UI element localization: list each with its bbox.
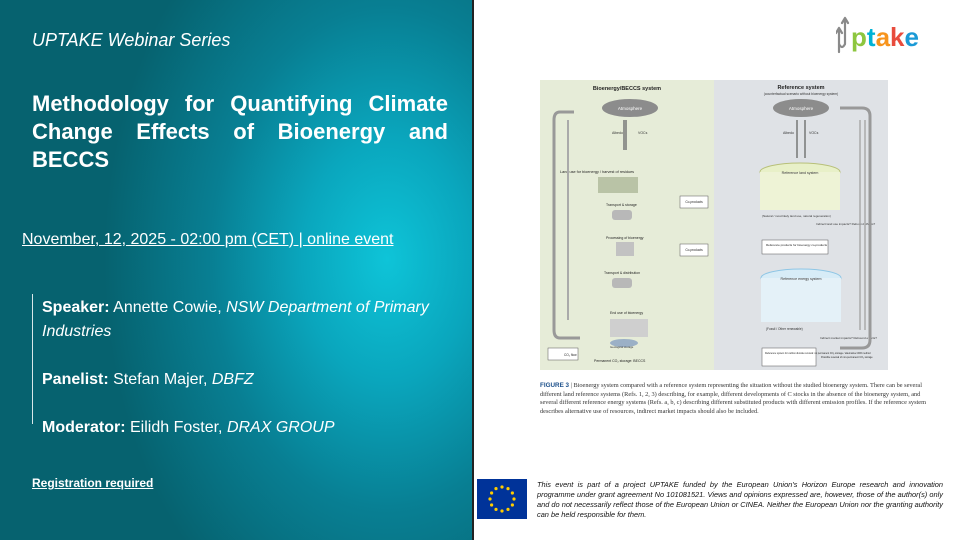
factory-icon	[616, 242, 634, 256]
logo-letter-a: a	[875, 22, 891, 52]
transport-distribution-label: Transport & distribution	[604, 271, 641, 275]
co-products-label-1: Co-products	[685, 200, 703, 204]
eu-star	[500, 509, 503, 512]
eu-star	[511, 503, 514, 506]
transport-storage-label: Transport & storage	[606, 203, 637, 207]
eu-star	[512, 497, 515, 500]
fossil-label: (Fossil / Other renewable)	[766, 327, 803, 331]
reference-energy-body	[761, 278, 841, 322]
moderator-org: DRAX GROUP	[226, 419, 335, 436]
logo-text	[851, 22, 919, 52]
logo-letter-k: k	[890, 22, 905, 52]
panelist-label: Panelist:	[42, 371, 109, 388]
eu-star	[494, 487, 497, 490]
figure-caption	[540, 382, 934, 416]
panel-divider	[472, 0, 474, 540]
land-use-icon	[598, 177, 638, 193]
co2-flow-label: CO₂ flow	[564, 353, 577, 357]
figure-left-title: Bioenergy/BECCS system	[592, 86, 662, 92]
permanent-storage-label: Permanent CO₂ storage: BECCS	[594, 359, 646, 363]
ref-products-label: Reference products for bioenergy co-products	[766, 243, 828, 247]
albedo-left: Albedo	[612, 131, 623, 135]
eu-star	[500, 485, 503, 488]
reference-energy-label: Reference energy system	[780, 277, 822, 281]
albedo-right: Albedo	[783, 131, 794, 135]
reference-land-label: Reference land system	[781, 171, 819, 175]
eu-star	[490, 491, 493, 494]
truck-icon-2	[612, 278, 632, 288]
processing-label: Processing of bioenergy	[606, 236, 644, 240]
speaker-name: Annette Cowie,	[109, 299, 227, 316]
panelist-name: Stefan Majer,	[108, 371, 212, 388]
speaker-line	[42, 296, 452, 344]
logo-letter-e: e	[904, 22, 919, 52]
eu-star	[490, 503, 493, 506]
webinar-title: Methodology for Quantifying Climate Change Effects of Bioenergy and BECCS	[32, 91, 448, 172]
speaker-org: NSW Department of Primary Industries	[42, 299, 429, 340]
registration-link[interactable]: Registration required	[32, 476, 154, 490]
ref-removal-label: Reference system for carbon dioxide removal: no permanent CO₂ storage / alternative CDR method	[765, 352, 871, 355]
indirect-land-label: Indirect land use impacts? Rebound effects?	[816, 222, 876, 226]
vocs-left: VOCs	[638, 131, 648, 135]
eu-star	[494, 508, 497, 511]
land-note-label: (Natural / most likely land use, natural regeneration)	[762, 214, 831, 218]
moderator-line	[42, 416, 452, 440]
land-use-label: Land use for bioenergy / harvest of residues	[560, 170, 635, 174]
event-date-link[interactable]: November, 12, 2025 - 02:00 pm (CET) | online event	[22, 231, 394, 248]
atmosphere-left-label: Atmosphere	[617, 106, 643, 111]
logo-letter-p: p	[851, 22, 867, 52]
eu-flag-icon	[477, 479, 527, 519]
moderator-label: Moderator:	[42, 419, 126, 436]
end-use-icon	[610, 319, 648, 337]
possible-reversal-label: Possible reversal of non-permanent CO₂ storage	[821, 356, 873, 359]
truck-icon	[612, 210, 632, 220]
eu-star	[488, 497, 491, 500]
vocs-right: VOCs	[809, 131, 819, 135]
logo-letter-t: t	[866, 22, 876, 52]
panelist-org: DBFZ	[211, 371, 254, 388]
uptake-logo	[836, 14, 940, 60]
series-title: UPTAKE Webinar Series	[32, 30, 231, 50]
figure-right-subtitle: (counterfactual scenario without bioenergy system)	[763, 92, 839, 96]
moderator-name: Eilidh Foster,	[125, 419, 227, 436]
bioenergy-figure	[540, 80, 888, 370]
caption-label: FIGURE 3	[540, 382, 570, 389]
caption-text: | Bioenergy system compared with a reference system representing the situation without the studied bioenergy system. There can be several different land reference systems (Refs. 1, 2, 3) describing, for example, different developments of C stocks in the absence of the bioenergy system, and several different reference energy systems (Refs. a, b, c) describing different substituted products with different emission profiles. If the reference system describes alternative use of resources, indirect market impacts should also be included.	[540, 382, 926, 415]
ref-removal-box	[762, 348, 816, 366]
indirect-market-label: Indirect market impacts? Rebound effects?	[820, 336, 877, 340]
eu-star	[506, 508, 509, 511]
geological-storage-label: Geological storage	[610, 345, 634, 349]
figure-right-title: Reference system	[777, 85, 825, 91]
speaker-label: Speaker:	[42, 299, 110, 316]
atmosphere-right-label: Atmosphere	[788, 106, 814, 111]
eu-star	[511, 491, 514, 494]
reference-land-body	[760, 172, 840, 210]
co-products-label-2: Co-products	[685, 248, 703, 252]
funding-disclaimer: This event is part of a project UPTAKE funded by the European Union's Horizon Europe research and innovation programme under grant agreement No 101081521. Views and opinions expressed are, however, those of the author(s) only and do not necessarily reflect those of the European Union or CINEA. Neither the European Union nor the granting authority can be held responsible for them.	[537, 480, 943, 519]
end-use-label: End use of bioenergy	[610, 311, 644, 315]
eu-star	[506, 487, 509, 490]
panelist-line	[42, 368, 452, 392]
left-panel	[0, 0, 472, 540]
